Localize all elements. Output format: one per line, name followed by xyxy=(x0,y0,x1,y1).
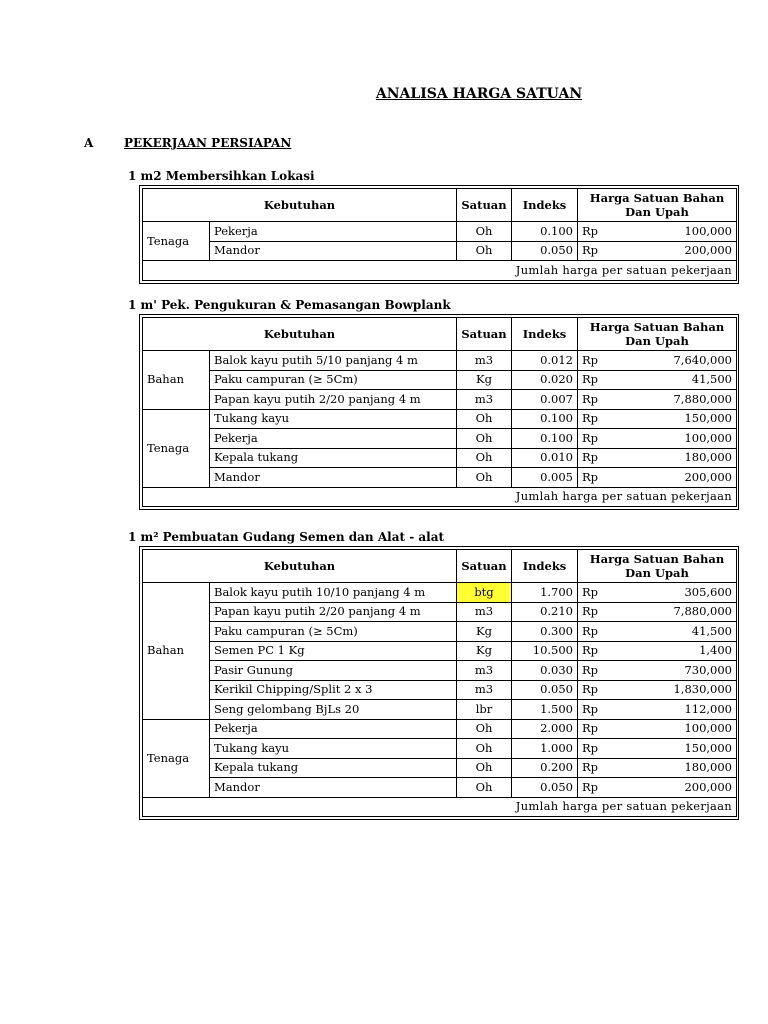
item-indeks: 0.210 xyxy=(512,602,578,622)
item-satuan: Oh xyxy=(457,719,512,739)
item-name: Pekerja xyxy=(210,719,457,739)
table-footer-row xyxy=(143,797,737,817)
header-harga xyxy=(578,550,737,583)
item-indeks: 2.000 xyxy=(512,719,578,739)
item-harga: 1,400 xyxy=(614,641,737,661)
currency-label: Rp xyxy=(578,680,614,700)
table-header-row xyxy=(143,550,737,583)
item-harga: 100,000 xyxy=(614,719,737,739)
item-name: Pekerja xyxy=(210,222,457,242)
currency-label: Rp xyxy=(578,778,614,798)
item-satuan: m3 xyxy=(457,661,512,681)
item-satuan: Oh xyxy=(457,739,512,759)
table-row xyxy=(143,739,737,759)
group-label: Tenaga xyxy=(143,222,210,261)
document-title xyxy=(0,86,768,102)
table-row xyxy=(143,719,737,739)
item-harga: 112,000 xyxy=(614,700,737,720)
item-indeks: 1.500 xyxy=(512,700,578,720)
item-harga: 7,880,000 xyxy=(614,390,737,410)
table-row xyxy=(143,583,737,603)
item-satuan: Oh xyxy=(457,468,512,488)
table-row xyxy=(143,429,737,449)
item-indeks: 0.300 xyxy=(512,622,578,642)
table-row xyxy=(143,758,737,778)
currency-label: Rp xyxy=(578,370,614,390)
item-name: Kepala tukang xyxy=(210,758,457,778)
item-indeks: 1.700 xyxy=(512,583,578,603)
header-harga-line2: Dan Upah xyxy=(625,334,689,348)
footer-label: Jumlah harga per satuan pekerjaan xyxy=(143,487,737,507)
table-row xyxy=(143,468,737,488)
item-satuan: Oh xyxy=(457,241,512,261)
item-harga: 730,000 xyxy=(614,661,737,681)
item-satuan: lbr xyxy=(457,700,512,720)
table-row xyxy=(143,390,737,410)
currency-label: Rp xyxy=(578,583,614,603)
item-satuan: Kg xyxy=(457,622,512,642)
item-harga: 100,000 xyxy=(614,429,737,449)
item-name: Paku campuran (≥ 5Cm) xyxy=(210,370,457,390)
item-satuan: m3 xyxy=(457,390,512,410)
analysis-table xyxy=(139,546,739,820)
item-harga: 200,000 xyxy=(614,241,737,261)
table-row xyxy=(143,680,737,700)
header-satuan: Satuan xyxy=(457,550,512,583)
item-harga: 150,000 xyxy=(614,409,737,429)
item-harga: 7,880,000 xyxy=(614,602,737,622)
table-title: 1 m' Pek. Pengukuran & Pemasangan Bowplank xyxy=(128,298,451,312)
currency-label: Rp xyxy=(578,641,614,661)
analysis-table xyxy=(139,314,739,510)
item-indeks: 0.020 xyxy=(512,370,578,390)
item-harga: 305,600 xyxy=(614,583,737,603)
item-name: Paku campuran (≥ 5Cm) xyxy=(210,622,457,642)
item-indeks: 0.030 xyxy=(512,661,578,681)
table-title: 1 m2 Membersihkan Lokasi xyxy=(128,169,315,183)
header-harga-line2: Dan Upah xyxy=(625,566,689,580)
item-satuan: Kg xyxy=(457,641,512,661)
title-text: ANALISA HARGA SATUAN xyxy=(375,86,583,102)
header-satuan: Satuan xyxy=(457,318,512,351)
item-name: Tukang kayu xyxy=(210,409,457,429)
group-label: Bahan xyxy=(143,583,210,720)
footer-label: Jumlah harga per satuan pekerjaan xyxy=(143,797,737,817)
item-name: Papan kayu putih 2/20 panjang 4 m xyxy=(210,390,457,410)
table-header-row xyxy=(143,189,737,222)
currency-label: Rp xyxy=(578,351,614,371)
item-indeks: 1.000 xyxy=(512,739,578,759)
table-row xyxy=(143,778,737,798)
item-indeks: 0.200 xyxy=(512,758,578,778)
item-harga: 7,640,000 xyxy=(614,351,737,371)
item-indeks: 0.100 xyxy=(512,409,578,429)
item-satuan: m3 xyxy=(457,680,512,700)
item-harga: 150,000 xyxy=(614,739,737,759)
section-letter: A xyxy=(84,136,94,150)
item-satuan: Oh xyxy=(457,758,512,778)
table-title: 1 m² Pembuatan Gudang Semen dan Alat - alat xyxy=(128,530,445,544)
header-harga xyxy=(578,189,737,222)
item-harga: 200,000 xyxy=(614,468,737,488)
item-harga: 180,000 xyxy=(614,758,737,778)
header-kebutuhan: Kebutuhan xyxy=(143,550,457,583)
header-harga xyxy=(578,318,737,351)
item-indeks: 0.010 xyxy=(512,448,578,468)
item-indeks: 0.012 xyxy=(512,351,578,371)
item-indeks: 0.007 xyxy=(512,390,578,410)
table-row xyxy=(143,641,737,661)
table-row xyxy=(143,448,737,468)
group-label: Bahan xyxy=(143,351,210,410)
footer-label: Jumlah harga per satuan pekerjaan xyxy=(143,261,737,281)
item-satuan: Oh xyxy=(457,222,512,242)
currency-label: Rp xyxy=(578,468,614,488)
item-indeks: 0.100 xyxy=(512,429,578,449)
table-row xyxy=(143,602,737,622)
header-harga-line1: Harga Satuan Bahan xyxy=(589,320,725,334)
currency-label: Rp xyxy=(578,222,614,242)
table-footer-row xyxy=(143,261,737,281)
item-name: Mandor xyxy=(210,778,457,798)
header-indeks: Indeks xyxy=(512,550,578,583)
item-name: Kepala tukang xyxy=(210,448,457,468)
item-satuan: m3 xyxy=(457,351,512,371)
header-indeks: Indeks xyxy=(512,318,578,351)
header-indeks: Indeks xyxy=(512,189,578,222)
item-satuan: Oh xyxy=(457,409,512,429)
currency-label: Rp xyxy=(578,758,614,778)
currency-label: Rp xyxy=(578,241,614,261)
item-name: Pekerja xyxy=(210,429,457,449)
item-satuan: Kg xyxy=(457,370,512,390)
item-name: Kerikil Chipping/Split 2 x 3 xyxy=(210,680,457,700)
header-harga-line1: Harga Satuan Bahan xyxy=(589,552,725,566)
item-satuan: Oh xyxy=(457,778,512,798)
table-header-row xyxy=(143,318,737,351)
table-row xyxy=(143,351,737,371)
group-label: Tenaga xyxy=(143,719,210,797)
item-name: Tukang kayu xyxy=(210,739,457,759)
item-name: Seng gelombang BjLs 20 xyxy=(210,700,457,720)
item-indeks: 0.100 xyxy=(512,222,578,242)
item-indeks: 0.050 xyxy=(512,680,578,700)
item-satuan: btg xyxy=(457,583,512,603)
item-name: Papan kayu putih 2/20 panjang 4 m xyxy=(210,602,457,622)
item-name: Balok kayu putih 5/10 panjang 4 m xyxy=(210,351,457,371)
table-row xyxy=(143,622,737,642)
header-satuan: Satuan xyxy=(457,189,512,222)
table-footer-row xyxy=(143,487,737,507)
item-name: Pasir Gunung xyxy=(210,661,457,681)
currency-label: Rp xyxy=(578,661,614,681)
item-harga: 1,830,000 xyxy=(614,680,737,700)
group-label: Tenaga xyxy=(143,409,210,487)
currency-label: Rp xyxy=(578,739,614,759)
item-harga: 41,500 xyxy=(614,622,737,642)
table-row xyxy=(143,700,737,720)
item-name: Semen PC 1 Kg xyxy=(210,641,457,661)
item-satuan: Oh xyxy=(457,429,512,449)
currency-label: Rp xyxy=(578,429,614,449)
table-row xyxy=(143,241,737,261)
section-title: PEKERJAAN PERSIAPAN xyxy=(124,136,292,150)
item-satuan: Oh xyxy=(457,448,512,468)
table-row xyxy=(143,222,737,242)
currency-label: Rp xyxy=(578,390,614,410)
header-harga-line1: Harga Satuan Bahan xyxy=(589,191,725,205)
item-satuan: m3 xyxy=(457,602,512,622)
item-indeks: 0.005 xyxy=(512,468,578,488)
table-row xyxy=(143,370,737,390)
item-indeks: 0.050 xyxy=(512,241,578,261)
header-kebutuhan: Kebutuhan xyxy=(143,189,457,222)
item-name: Mandor xyxy=(210,468,457,488)
table-row xyxy=(143,661,737,681)
item-indeks: 10.500 xyxy=(512,641,578,661)
analysis-table xyxy=(139,185,739,284)
item-indeks: 0.050 xyxy=(512,778,578,798)
header-kebutuhan: Kebutuhan xyxy=(143,318,457,351)
item-harga: 200,000 xyxy=(614,778,737,798)
item-name: Mandor xyxy=(210,241,457,261)
currency-label: Rp xyxy=(578,409,614,429)
currency-label: Rp xyxy=(578,448,614,468)
currency-label: Rp xyxy=(578,719,614,739)
item-harga: 100,000 xyxy=(614,222,737,242)
header-harga-line2: Dan Upah xyxy=(625,205,689,219)
table-row xyxy=(143,409,737,429)
currency-label: Rp xyxy=(578,700,614,720)
item-harga: 41,500 xyxy=(614,370,737,390)
currency-label: Rp xyxy=(578,602,614,622)
item-harga: 180,000 xyxy=(614,448,737,468)
currency-label: Rp xyxy=(578,622,614,642)
item-name: Balok kayu putih 10/10 panjang 4 m xyxy=(210,583,457,603)
